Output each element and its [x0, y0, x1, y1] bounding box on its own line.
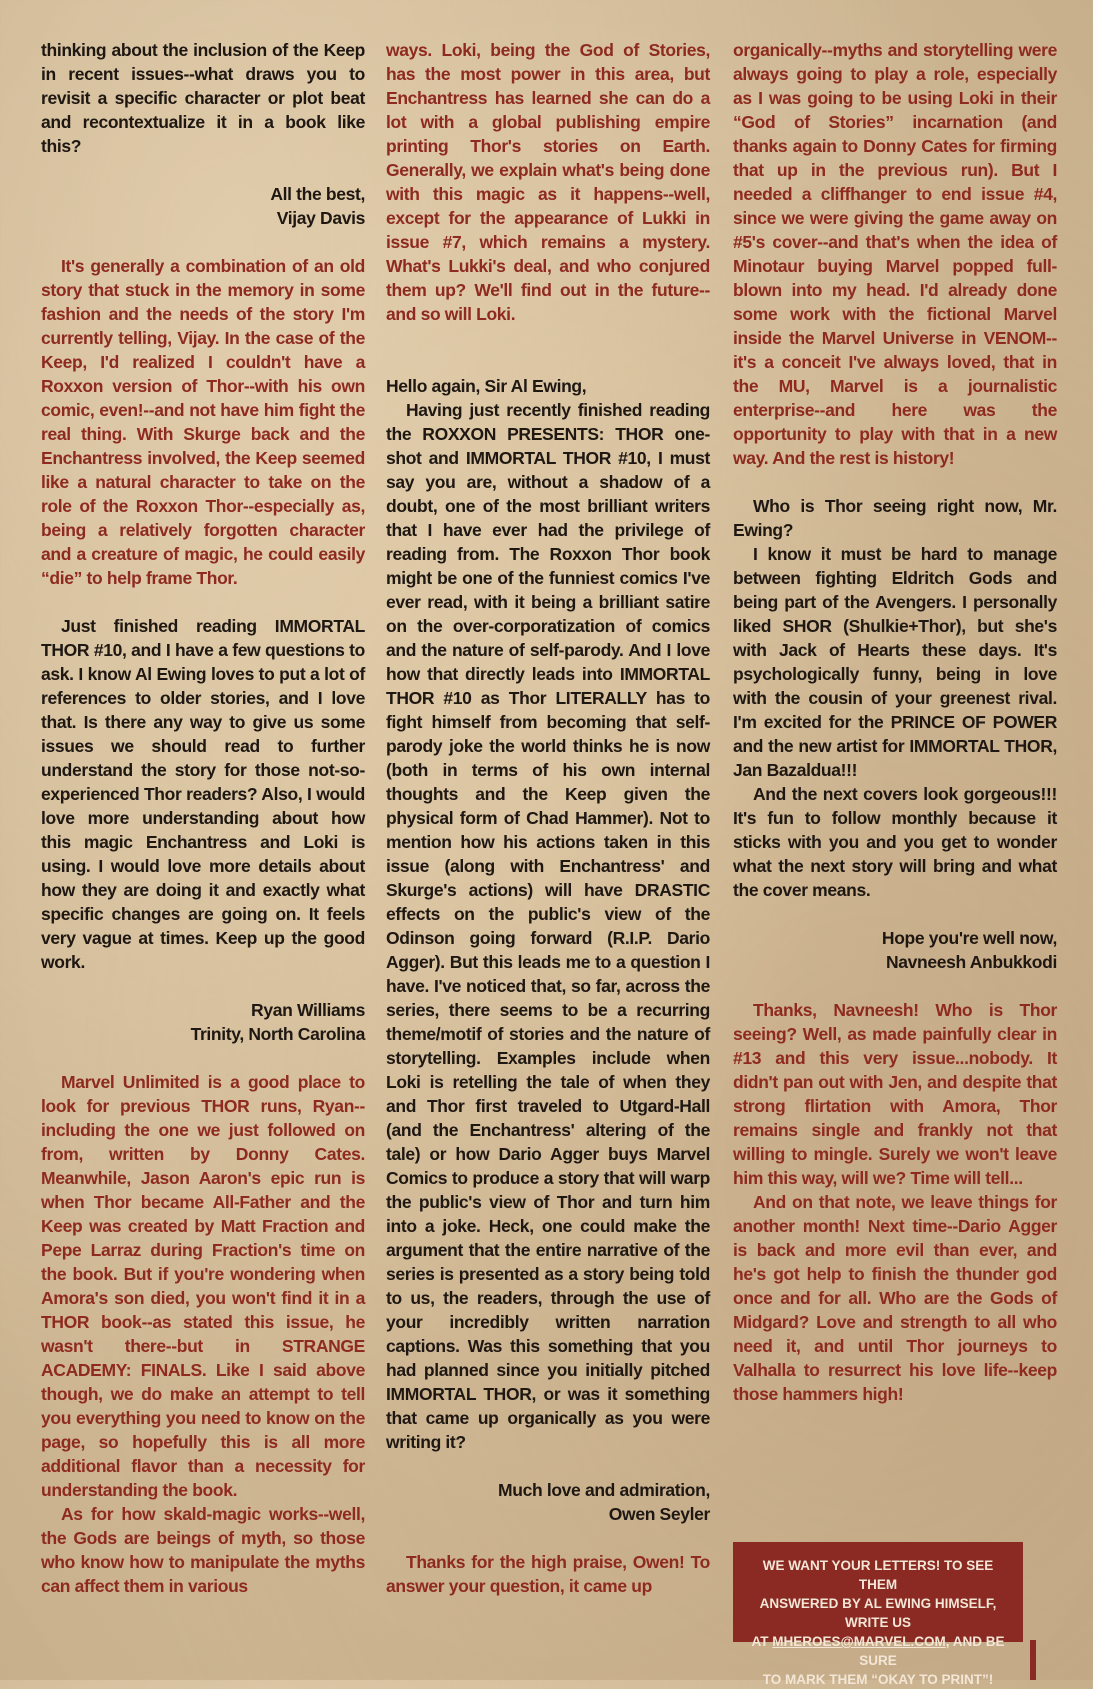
paragraph-spacer [386, 350, 710, 374]
editor-reply-paragraph: It's generally a combination of an old story that stuck in the memory in some fashion and the needs of the story I'm currently telling, Vijay. In the case of the Keep, I'd realized I couldn't have a Roxxon version of Thor--with his own comic, even!--and not have him fight the real thing. With Skurge back and the Enchantress involved, the Keep seemed like a natural character to take on the role of the Roxxon Thor--especially as, being a relatively forgotten character and a creature of magic, he could easily “die” to help frame Thor. [41, 256, 365, 588]
callout-line: WE WANT YOUR LETTERS! TO SEE THEM [762, 1558, 994, 1592]
letter-signature: Vijay Davis [276, 208, 365, 228]
letters-column-3 [733, 38, 1057, 1406]
paragraph-spacer [41, 590, 365, 614]
paragraph-spacer [733, 902, 1057, 926]
letter-signature: Owen Seyler [608, 1504, 710, 1524]
reader-letter-paragraph: Having just recently finished reading the ROXXON PRESENTS: THOR one-shot and IMMORTAL THOR #10, I must say you are, without a shadow of a doubt, one of the most brilliant writers that I have ever had the privilege of reading from. The Roxxon Thor book might be one of the funniest comics I've ever read, with it being a brilliant satire on the over-corporatization of comics and the nature of self-parody. And I love how that directly leads into IMMORTAL THOR #10 as Thor LITERALLY has to fight himself from becoming that self-parody joke the world thinks he is now (both in terms of his own internal thoughts and the Keep given the physical form of Chad Hammer). Not to mention how his actions taken in this issue (along with Enchantress' and Skurge's actions) will have DRASTIC effects on the public's view of the Odinson going forward (R.I.P. Dario Agger). But this leads me to a question I have. I've noticed that, so far, across the series, there seems to be a recurring theme/motif of stories and the nature of storytelling. Examples include when Loki is retelling the tale of when they and Thor first traveled to Utgard-Hall (and the Enchantress' altering of the tale) or how Dario Agger buys Marvel Comics to produce a story that will warp the public's view of Thor and turn him into a joke. Heck, one could make the argument that the entire narrative of the series is presented as a story being told to us, the readers, through the use of your incredibly written narration captions. Was this something that you had planned since you initially pitched IMMORTAL THOR, or was it something that came up organically as you were writing it? [386, 400, 710, 1452]
editor-reply-paragraph: Thanks, Navneesh! Who is Thor seeing? Well, as made painfully clear in #13 and this very issue...nobody. It didn't pan out with Jen, and despite that strong flirtation with Amora, Thor remains single and frankly not that willing to mingle. Surely we won't leave him this way, will we? Time will tell... [733, 1000, 1057, 1188]
paragraph-spacer [41, 230, 365, 254]
letters-column-1 [41, 38, 365, 1598]
reader-letter-paragraph: Who is Thor seeing right now, Mr. Ewing? [733, 496, 1057, 540]
callout-line: TO MARK THEM “OKAY TO PRINT”! [762, 1672, 994, 1687]
reader-letter-paragraph: And the next covers look gorgeous!!! It's fun to follow monthly because it sticks with you and you get to wonder what the next story will bring and what the cover means. [733, 784, 1057, 900]
reader-letter-paragraph: Just finished reading IMMORTAL THOR #10, and I have a few questions to ask. I know Al Ewing loves to put a lot of references to older stories, and I love that. Is there any way to give us some issues we should read to further understand the story for those not-so-experienced Thor readers? Also, I would love more understanding about how this magic Enchantress and Loki is using. I would love more details about how they are doing it and exactly what specific changes are going on. It feels very vague at times. Keep up the good work. [41, 616, 365, 972]
editor-reply-paragraph: Marvel Unlimited is a good place to look for previous THOR runs, Ryan--including the one we just followed on from, written by Donny Cates. Meanwhile, Jason Aaron's epic run is when Thor became All-Father and the Keep was created by Matt Fraction and Pepe Larraz during Fraction's time on the book. But if you're wondering when Amora's son died, you won't find it in a THOR book--as stated this issue, he wasn't there--but in STRANGE ACADEMY: FINALS. Like I said above though, we do make an attempt to tell you everything you need to know on the page, so hopefully this is all more additional flavor than a necessity for understanding the book. [41, 1072, 365, 1500]
editor-reply-paragraph: And on that note, we leave things for another month! Next time--Dario Agger is back and more evil than ever, and he's got help to finish the thunder god once and for all. Who are the Gods of Midgard? Love and strength to all who need it, and until Thor journeys to Valhalla to resurrect his love life--keep those hammers high! [733, 1192, 1057, 1404]
paragraph-spacer [733, 974, 1057, 998]
letter-signature: Ryan Williams [251, 1000, 365, 1020]
paragraph-spacer [386, 326, 710, 350]
paragraph-spacer [386, 1526, 710, 1550]
editor-reply-paragraph: organically--myths and storytelling were always going to play a role, especially as I was going to be using Loki in their “God of Stories” incarnation (and thanks again to Donny Cates for firming that up in the previous run). But I needed a cliffhanger to end issue #4, since we were giving the game away on #5's cover--and that's when the idea of Minotaur buying Marvel popped full-blown into my head. I'd already done some work with the fictional Marvel inside the Marvel Universe in VENOM--it's a conceit I've always loved, that in the MU, Marvel is a journalistic enterprise--and here was the opportunity to play with that in a new way. And the rest is history! [733, 40, 1057, 468]
letter-signature: Much love and admiration, [498, 1480, 710, 1500]
editor-reply-paragraph: Thanks for the high praise, Owen! To answer your question, it came up [386, 1552, 710, 1596]
reader-letter-paragraph: I know it must be hard to manage between fighting Eldritch Gods and being part of the Avengers. I personally liked SHOR (Shulkie+Thor), but she's with Jack of Hearts these days. It's psychologically funny, being in love with the cousin of your greenest rival. I'm excited for the PRINCE OF POWER and the new artist for IMMORTAL THOR, Jan Bazaldua!!! [733, 544, 1057, 780]
letters-column-2 [386, 38, 710, 1598]
letter-signature: Hope you're well now, [881, 928, 1057, 948]
callout-text: , AND BE SURE [859, 1634, 1005, 1668]
letter-signature: All the best, [270, 184, 365, 204]
paragraph-spacer [386, 1454, 710, 1478]
paragraph-spacer [41, 974, 365, 998]
callout-line: ANSWERED BY AL EWING HIMSELF, WRITE US [759, 1596, 997, 1630]
reader-letter-paragraph: thinking about the inclusion of the Keep in recent issues--what draws you to revisit a specific character or plot beat and recontextualize it in a book like this? [41, 40, 365, 156]
paragraph-spacer [41, 158, 365, 182]
paragraph-spacer [733, 470, 1057, 494]
callout-line [745, 1632, 1011, 1670]
editor-reply-paragraph: As for how skald-magic works--well, the Gods are beings of myth, so those who know how to manipulate the myths can affect them in various [41, 1504, 365, 1596]
letter-signature: Trinity, North Carolina [190, 1024, 365, 1044]
email-link[interactable]: MHEROES@MARVEL.COM [772, 1634, 946, 1649]
editor-reply-paragraph: ways. Loki, being the God of Stories, has the most power in this area, but Enchantress has learned she can do a lot with a global publishing empire printing Thor's stories on Earth. Generally, we explain what's being done with this magic as it happens--well, except for the appearance of Lukki in issue #7, which remains a mystery. What's Lukki's deal, and who conjured them up? We'll find out in the future--and so will Loki. [386, 40, 710, 324]
callout-text: AT [751, 1634, 773, 1649]
letter-signature: Navneesh Anbukkodi [885, 952, 1057, 972]
letters-callout-box [733, 1542, 1023, 1687]
paragraph-spacer [41, 1046, 365, 1070]
reader-letter-paragraph: Hello again, Sir Al Ewing, [386, 376, 587, 396]
page-edge-mark [1030, 1640, 1036, 1680]
